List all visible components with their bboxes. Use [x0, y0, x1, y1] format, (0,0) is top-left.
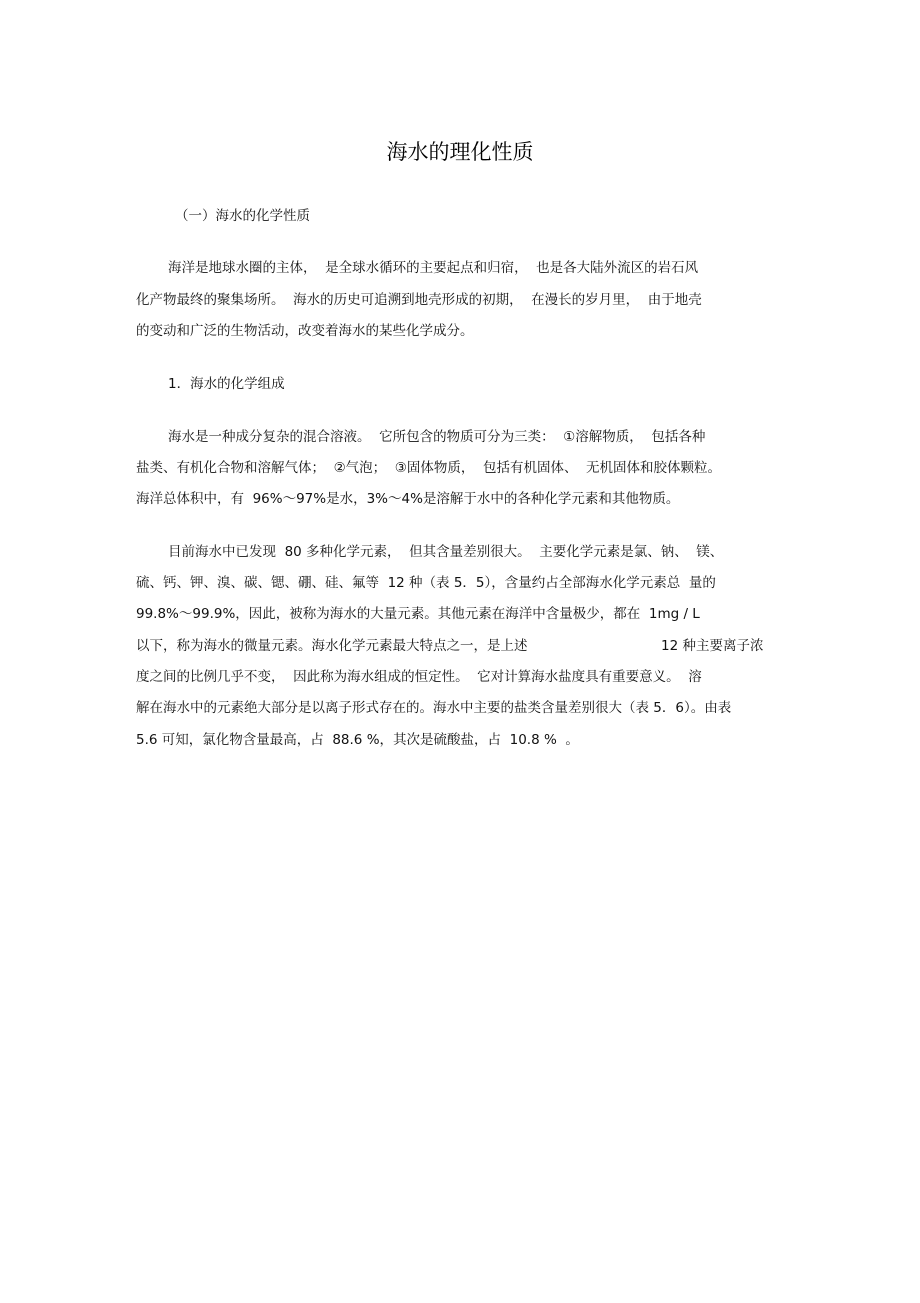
paragraph-line: 解在海水中的元素绝大部分是以离子形式存在的。海水中主要的盐类含量差别很大（表 5．6）。由表 [136, 700, 732, 716]
paragraph-line: 海洋是地球水圈的主体， 是全球水循环的主要起点和归宿， 也是各大陆外流区的岩石风 [168, 260, 699, 276]
paragraph-line: 硫、钙、钾、溴、碳、锶、硼、硅、氟等 12 种（表 5．5），含量约占全部海水化学元素总 量的 [136, 575, 716, 591]
paragraph-line: 12 种主要离子浓 [661, 638, 764, 654]
subheading-chemical-composition: 1．海水的化学组成 [168, 376, 285, 392]
paragraph-line: 以下，称为海水的微量元素。海水化学元素最大特点之一，是上述 [136, 638, 528, 654]
page-title: 海水的理化性质 [386, 140, 534, 164]
paragraph-line: 目前海水中已发现 80 多种化学元素， 但其含量差别很大。 主要化学元素是氯、钠、 镁、 [168, 544, 724, 560]
paragraph-line: 99.8%～99.9%，因此，被称为海水的大量元素。其他元素在海洋中含量极少，都在 1mg / L [136, 606, 700, 622]
paragraph-line: 海水是一种成分复杂的混合溶液。 它所包含的物质可分为三类： ①溶解物质， 包括各种 [168, 429, 706, 445]
paragraph-line: 化产物最终的聚集场所。 海水的历史可追溯到地壳形成的初期， 在漫长的岁月里， 由于地壳 [136, 292, 702, 308]
paragraph-line: 的变动和广泛的生物活动，改变着海水的某些化学成分。 [136, 323, 474, 339]
section-heading: （一）海水的化学性质 [175, 208, 310, 224]
paragraph-line: 海洋总体积中，有 96%～97%是水，3%～4%是溶解于水中的各种化学元素和其他物质。 [136, 491, 680, 507]
paragraph-line: 度之间的比例几乎不变， 因此称为海水组成的恒定性。 它对计算海水盐度具有重要意义。 溶 [136, 669, 702, 685]
paragraph-line: 盐类、有机化合物和溶解气体； ②气泡； ③固体物质， 包括有机固体、 无机固体和胶体颗粒。 [136, 460, 722, 476]
paragraph-line: 5.6 可知，氯化物含量最高，占 88.6 %，其次是硫酸盐，占 10.8 % 。 [136, 732, 579, 748]
